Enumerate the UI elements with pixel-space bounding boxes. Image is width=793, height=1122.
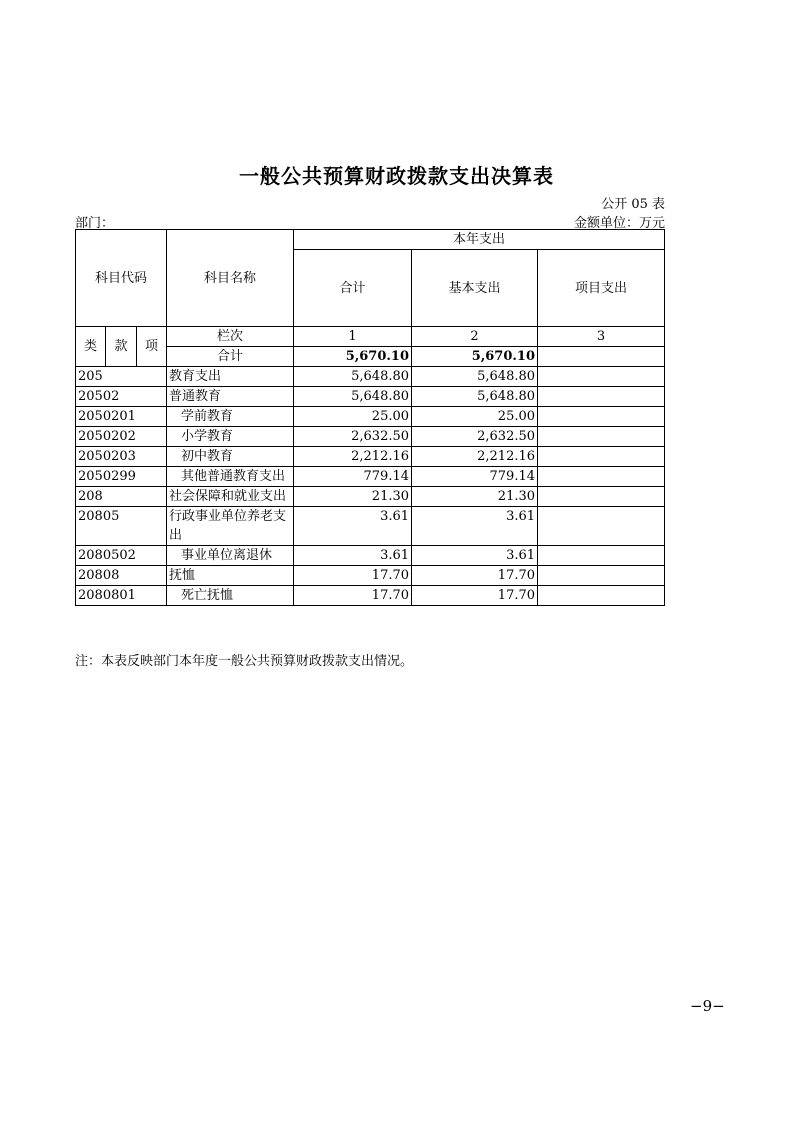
row-basic: 3.61 (412, 546, 538, 566)
row-total: 17.70 (294, 586, 412, 606)
amount-unit-label: 金额单位：万元 (573, 216, 665, 231)
department-label: 部门： (75, 216, 115, 231)
table-row (76, 427, 665, 447)
header-kuan: 款 (106, 327, 137, 367)
row-project (538, 546, 665, 566)
expenditure-table (75, 229, 665, 606)
header-col-2: 2 (412, 327, 538, 347)
table-row (76, 407, 665, 427)
row-name: 教育支出 (167, 367, 294, 387)
row-project (538, 447, 665, 467)
header-subject-code: 科目代码 (76, 230, 167, 327)
header-total: 合计 (294, 250, 412, 327)
row-project (538, 407, 665, 427)
row-basic: 3.61 (412, 507, 538, 546)
total-row-total: 5,670.10 (294, 347, 412, 367)
row-code: 208 (76, 487, 167, 507)
row-code: 2050299 (76, 467, 167, 487)
row-code: 2050203 (76, 447, 167, 467)
row-total: 779.14 (294, 467, 412, 487)
row-name: 行政事业单位养老支出 (167, 507, 294, 546)
header-basic: 基本支出 (412, 250, 538, 327)
row-project (538, 507, 665, 546)
row-code: 2080801 (76, 586, 167, 606)
row-name: 社会保障和就业支出 (167, 487, 294, 507)
row-code: 2050202 (76, 427, 167, 447)
row-project (538, 387, 665, 407)
table-row (76, 507, 665, 546)
row-project (538, 467, 665, 487)
row-project (538, 427, 665, 447)
row-name: 小学教育 (167, 427, 294, 447)
table-row (76, 447, 665, 467)
table-row (76, 566, 665, 586)
row-total: 25.00 (294, 407, 412, 427)
header-project: 项目支出 (538, 250, 665, 327)
row-code: 20805 (76, 507, 167, 546)
header-current-year: 本年支出 (294, 230, 665, 250)
table-row (76, 546, 665, 566)
table-row (76, 367, 665, 387)
total-row-name: 合计 (167, 347, 294, 367)
total-row-project (538, 347, 665, 367)
total-row-basic: 5,670.10 (412, 347, 538, 367)
row-basic: 5,648.80 (412, 367, 538, 387)
row-basic: 2,212.16 (412, 447, 538, 467)
row-name: 学前教育 (167, 407, 294, 427)
row-name: 抚恤 (167, 566, 294, 586)
row-name: 死亡抚恤 (167, 586, 294, 606)
table-row (76, 487, 665, 507)
row-basic: 2,632.50 (412, 427, 538, 447)
row-total: 2,212.16 (294, 447, 412, 467)
header-xiang: 项 (137, 327, 167, 367)
row-basic: 17.70 (412, 586, 538, 606)
row-total: 2,632.50 (294, 427, 412, 447)
row-total: 5,648.80 (294, 367, 412, 387)
row-code: 20502 (76, 387, 167, 407)
table-row (76, 387, 665, 407)
page-number: −9− (690, 997, 725, 1015)
header-subject-name: 科目名称 (167, 230, 294, 327)
header-row-label: 栏次 (167, 327, 294, 347)
row-total: 3.61 (294, 546, 412, 566)
row-total: 5,648.80 (294, 387, 412, 407)
header-col-1: 1 (294, 327, 412, 347)
row-project (538, 566, 665, 586)
table-row (76, 586, 665, 606)
row-total: 21.30 (294, 487, 412, 507)
row-basic: 21.30 (412, 487, 538, 507)
page-title: 一般公共预算财政拨款支出决算表 (239, 164, 554, 188)
row-name: 普通教育 (167, 387, 294, 407)
row-project (538, 487, 665, 507)
row-basic: 5,648.80 (412, 387, 538, 407)
row-code: 20808 (76, 566, 167, 586)
row-project (538, 367, 665, 387)
row-basic: 25.00 (412, 407, 538, 427)
row-total: 3.61 (294, 507, 412, 546)
header-col-3: 3 (538, 327, 665, 347)
row-total: 17.70 (294, 566, 412, 586)
row-code: 2080502 (76, 546, 167, 566)
row-code: 2050201 (76, 407, 167, 427)
row-name: 其他普通教育支出 (167, 467, 294, 487)
row-project (538, 586, 665, 606)
form-number: 公开 05 表 (601, 197, 665, 212)
row-basic: 17.70 (412, 566, 538, 586)
row-basic: 779.14 (412, 467, 538, 487)
table-row (76, 467, 665, 487)
header-lei: 类 (76, 327, 106, 367)
row-code: 205 (76, 367, 167, 387)
footnote: 注：本表反映部门本年度一般公共预算财政拨款支出情况。 (75, 654, 414, 669)
row-name: 事业单位离退休 (167, 546, 294, 566)
row-name: 初中教育 (167, 447, 294, 467)
